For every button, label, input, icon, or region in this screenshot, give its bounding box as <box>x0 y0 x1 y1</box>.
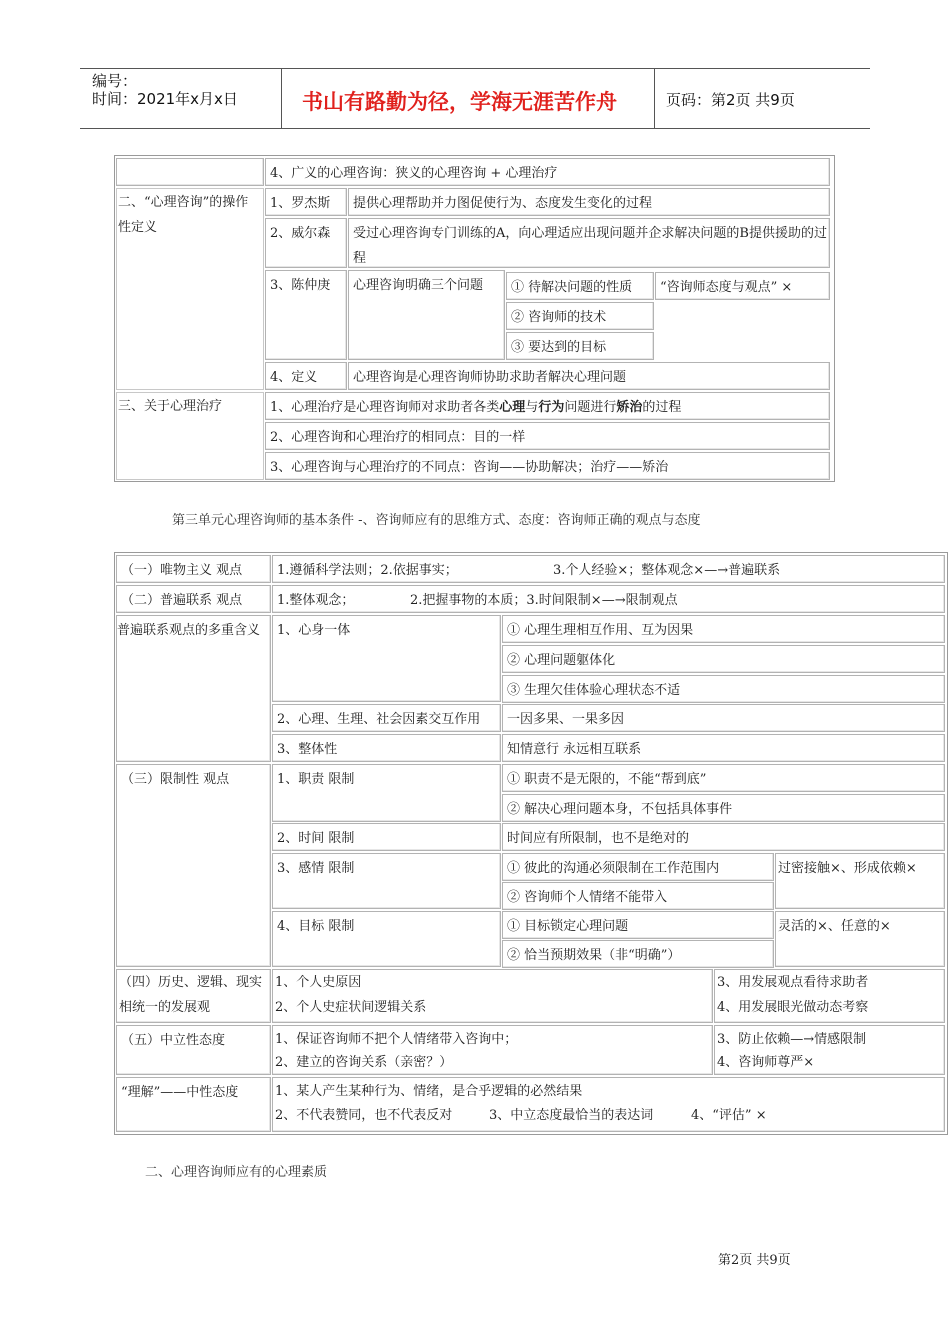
t2-r3-s1-item2: ② 心理问题躯体化 <box>502 645 945 673</box>
t2-r3-head: 普遍联系观点的多重含义 <box>116 615 271 762</box>
t2-r4-s2-val: 时间应有所限制，也不是绝对的 <box>502 823 945 851</box>
t2-r7-line2a: 2、不代表赞同，也不代表反对 <box>275 1108 453 1123</box>
t2-r2-head: （二）普遍联系 观点 <box>116 585 271 613</box>
t2-r4-s4-item1: ① 目标锁定心理问题 <box>502 911 774 939</box>
t2-r4-s3-item2: ② 咨询师个人情绪不能带入 <box>502 882 774 910</box>
t2-r3-s3: 3、整体性 <box>272 734 501 762</box>
sec3-line-2: 2、心理咨询和心理治疗的相同点：目的一样 <box>265 422 830 450</box>
sec3-line1-pre: 1、心理治疗是心理咨询师对求助者各类 <box>270 400 500 415</box>
t2-r4-s2: 2、时间 限制 <box>272 823 501 851</box>
t2-r6-right-2: 4、咨询师尊严× <box>717 1055 815 1070</box>
t2-r5-left <box>272 969 713 1023</box>
sec3-head-box <box>116 392 264 480</box>
sec3-line1-bold-xingwei: 行为 <box>538 400 565 415</box>
t2-r5-right <box>714 969 945 1023</box>
t2-r6-head: （五）中立性态度 <box>116 1025 271 1075</box>
t2-r4-s4-item2: ② 恰当预期效果（非“明确”） <box>502 940 774 968</box>
t2-r5-right-1: 3、用发展观点看待求助者 <box>717 975 869 990</box>
header-time: 时间：2021年x月x日 <box>92 90 238 108</box>
t2-r6-left-1: 1、保证咨询师不把个人情绪带入咨询中； <box>275 1032 518 1047</box>
t2-r5-head: （四）历史、逻辑、现实相统一的发展观 <box>116 969 271 1023</box>
sec3-line1-bold-xinli: 心理 <box>499 400 526 415</box>
sec3-line-3: 3、心理咨询与心理治疗的不同点：咨询——协助解决；治疗——矫治 <box>265 452 830 480</box>
wells-def: 受过心理咨询专门训练的A，向心理适应出现问题并企求解决问题的B提供援助的过程 <box>348 218 830 268</box>
chen-item-2: ② 咨询师的技术 <box>506 302 654 330</box>
t2-r7-line1: 1、某人产生某种行为、情绪，是合乎逻辑的必然结果 <box>275 1084 583 1099</box>
table1-row1-text: 4、广义的心理咨询：狭义的心理咨询 + 心理治疗 <box>265 158 830 186</box>
def-name: 4、定义 <box>265 362 347 390</box>
t2-r6-left-2: 2、建立的咨询关系（亲密？） <box>275 1055 453 1070</box>
t2-r3-s3-val: 知情意行 永远相互联系 <box>502 734 945 762</box>
t2-r4-s4: 4、目标 限制 <box>272 911 501 967</box>
t2-r7-line2 <box>275 1104 942 1128</box>
sec3-line-1 <box>265 392 830 420</box>
header-page-label: 页码：第2页 共9页 <box>666 91 795 109</box>
t2-r7-body <box>272 1077 945 1132</box>
t2-r6-right-1: 3、防止依赖—→情感限制 <box>717 1032 867 1047</box>
header-number: 编号： <box>92 72 138 90</box>
t2-r4-head: （三）限制性 观点 <box>116 764 271 967</box>
t2-r5-left-1: 1、个人史原因 <box>275 975 362 990</box>
sec3-line1-bold-jiaozhi: 矫治 <box>616 400 643 415</box>
t2-r4-s3: 3、感情 限制 <box>272 853 501 909</box>
sec2-head-box <box>116 188 264 390</box>
t2-r3-s1-item1: ① 心理生理相互作用、互为因果 <box>502 615 945 643</box>
chen-def: 心理咨询明确三个问题 <box>348 270 505 360</box>
t2-r2-b: 2.把握事物的本质；3.时间限制×—→限制观点 <box>410 593 678 608</box>
t2-r4-s3-item1: ① 彼此的沟通必须限制在工作范围内 <box>502 853 774 881</box>
t2-r7-line2b: 3、中立态度最恰当的表达词 <box>489 1108 654 1123</box>
t2-r7-head: “理解”——中性态度 <box>116 1077 271 1132</box>
t2-r5-left-2: 2、个人史症状间逻辑关系 <box>275 1000 427 1015</box>
t2-r1-b: 3.个人经验×；整体观念×—→普遍联系 <box>553 563 781 578</box>
t2-r3-s2-val: 一因多果、一果多因 <box>502 704 945 732</box>
t2-r6-right <box>714 1025 945 1075</box>
sec2-head: 二、“心理咨询”的操作性定义 <box>118 195 249 235</box>
rogers-def: 提供心理帮助并力图促使行为、态度发生变化的过程 <box>348 188 830 216</box>
t2-r2-a: 1.整体观念； <box>277 593 355 608</box>
t2-r1-a: 1.遵循科学法则；2.依据事实； <box>277 563 458 578</box>
t2-r5-right-2: 4、用发展眼光做动态考察 <box>717 1000 869 1015</box>
t2-r7-line2c: 4、“评估” × <box>691 1108 767 1123</box>
t2-r4-s4-note: 灵活的×、任意的× <box>775 911 945 967</box>
def-text: 心理咨询是心理咨询师协助求助者解决心理问题 <box>348 362 830 390</box>
section2-heading: 二、心理咨询师应有的心理素质 <box>145 1165 328 1180</box>
header-divider-right <box>654 68 655 129</box>
t2-r2-body <box>272 585 945 613</box>
t2-r6-left <box>272 1025 713 1075</box>
t2-r4-s1: 1、职责 限制 <box>272 764 501 822</box>
header-motto: 书山有路勤为径，学海无涯苦作舟 <box>302 90 617 114</box>
sec3-head: 三、关于心理治疗 <box>118 399 223 414</box>
table1-row1-head <box>116 158 264 186</box>
header-bottom-rule <box>80 128 870 129</box>
t2-r1-body <box>272 555 945 583</box>
t2-r3-s1: 1、心身一体 <box>272 615 501 702</box>
t2-r4-s1-item2: ② 解决心理问题本身，不包括具体事件 <box>502 794 945 822</box>
sec3-line1-post: 的过程 <box>642 400 682 415</box>
header-divider-left <box>281 68 282 129</box>
t2-r4-s1-item1: ① 职责不是无限的，不能“帮到底” <box>502 764 945 792</box>
chen-note: “咨询师态度与观点” × <box>655 272 830 300</box>
unit-heading: 第三单元心理咨询师的基本条件 -、咨询师应有的思维方式、态度：咨询师正确的观点与态度 <box>172 513 701 528</box>
t2-r1-head: （一）唯物主义 观点 <box>116 555 271 583</box>
wells-name: 2、威尔森 <box>265 218 347 268</box>
t2-r3-s2: 2、心理、生理、社会因素交互作用 <box>272 704 501 732</box>
chen-item-1: ① 待解决问题的性质 <box>506 272 654 300</box>
chen-item-3: ③ 要达到的目标 <box>506 332 654 360</box>
sec3-line1-and: 与 <box>525 400 539 415</box>
rogers-name: 1、罗杰斯 <box>265 188 347 216</box>
t2-r3-s1-item3: ③ 生理欠佳体验心理状态不适 <box>502 675 945 703</box>
sec3-line1-mid: 问题进行 <box>564 400 617 415</box>
chen-name: 3、陈仲庚 <box>265 270 347 360</box>
header-top-rule <box>80 68 870 69</box>
t2-r4-s3-note: 过密接触×、形成依赖× <box>775 853 945 909</box>
page-footer: 第2页 共9页 <box>718 1253 791 1268</box>
